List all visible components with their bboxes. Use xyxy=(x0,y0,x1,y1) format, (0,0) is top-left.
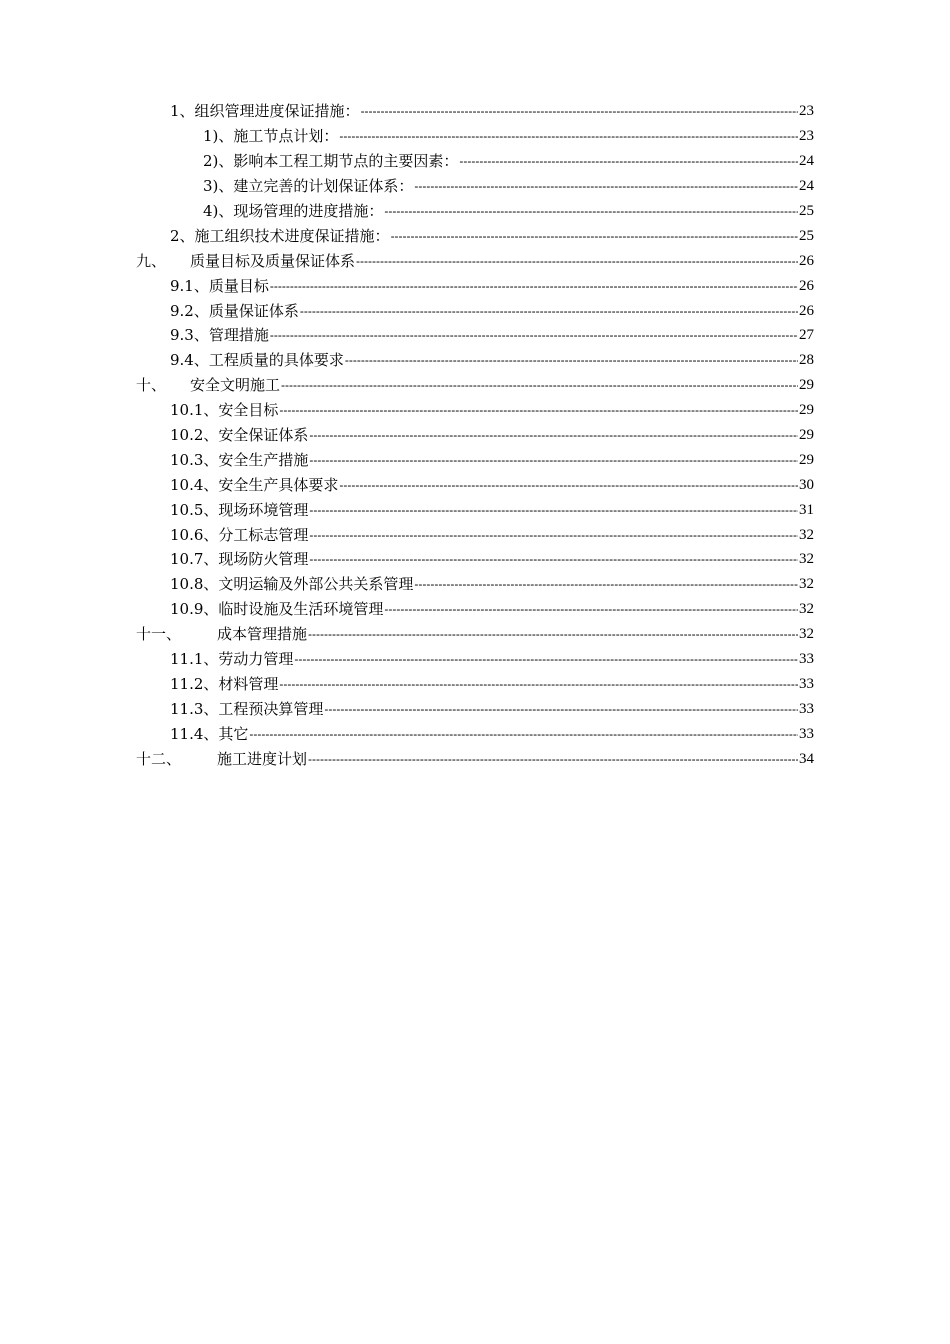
toc-entry-page-number: 26 xyxy=(799,302,814,319)
toc-entry-number: 十、 xyxy=(136,376,167,395)
toc-entry-title: 安全生产具体要求 xyxy=(218,475,339,494)
toc-entry-number: 9.2、 xyxy=(170,301,209,320)
toc-dot-leader xyxy=(300,302,798,320)
toc-entry-number: 9.1、 xyxy=(170,276,209,295)
toc-entry-title: 施工节点计划： xyxy=(233,127,339,146)
toc-dot-leader xyxy=(270,326,798,344)
toc-entry-page-number: 26 xyxy=(799,277,814,294)
toc-dot-leader xyxy=(309,451,798,469)
toc-entry[interactable] xyxy=(0,671,950,696)
toc-entry-page-number: 24 xyxy=(799,178,814,195)
toc-entry[interactable] xyxy=(0,522,950,547)
toc-entry-page-number: 27 xyxy=(799,327,814,344)
toc-entry-page-number: 31 xyxy=(799,501,814,518)
toc-dot-leader xyxy=(459,152,798,170)
toc-entry-title: 文明运输及外部公共关系管理 xyxy=(218,575,414,594)
toc-entry-line xyxy=(170,575,814,593)
toc-entry-page-number: 29 xyxy=(799,427,814,444)
toc-entry-number: 1、 xyxy=(170,102,195,121)
toc-entry-line xyxy=(170,501,814,519)
toc-entry-title: 管理措施 xyxy=(208,326,269,345)
toc-entry-number: 11.4、 xyxy=(170,724,219,743)
toc-entry-number: 10.5、 xyxy=(170,500,219,519)
toc-entry[interactable] xyxy=(0,572,950,597)
toc-entry-title: 成本管理措施 xyxy=(217,625,308,644)
toc-entry-number: 十二、 xyxy=(136,749,182,768)
toc-entry-title: 安全文明施工 xyxy=(190,376,281,395)
toc-entry-number: 10.4、 xyxy=(170,475,219,494)
toc-entry-number: 10.3、 xyxy=(170,450,219,469)
toc-entry[interactable] xyxy=(0,746,950,771)
toc-dot-leader xyxy=(414,575,798,593)
toc-entry[interactable] xyxy=(0,547,950,572)
toc-entry[interactable] xyxy=(0,398,950,423)
toc-dot-leader xyxy=(339,476,798,494)
toc-entry-title: 建立完善的计划保证体系： xyxy=(233,177,414,196)
toc-dot-leader xyxy=(309,501,798,519)
toc-entry-title: 分工标志管理 xyxy=(218,525,309,544)
toc-entry-page-number: 23 xyxy=(799,128,814,145)
toc-entry-page-number: 29 xyxy=(799,377,814,394)
toc-entry-line xyxy=(136,750,814,768)
toc-entry-number: 4)、 xyxy=(203,202,234,220)
toc-entry-title: 临时设施及生活环境管理 xyxy=(218,600,384,619)
toc-entry-line xyxy=(170,277,814,295)
toc-entry-title: 质量目标及质量保证体系 xyxy=(190,251,356,270)
table-of-contents xyxy=(0,99,950,771)
toc-entry-page-number: 28 xyxy=(799,352,814,369)
toc-dot-leader xyxy=(308,750,798,768)
toc-entry-line xyxy=(170,426,814,444)
toc-entry-page-number: 33 xyxy=(799,700,814,717)
toc-entry-title: 施工组织技术进度保证措施： xyxy=(194,226,390,245)
toc-entry-number: 2、 xyxy=(170,226,195,245)
toc-entry[interactable] xyxy=(0,124,950,149)
toc-entry-page-number: 29 xyxy=(799,451,814,468)
toc-entry-number: 10.7、 xyxy=(170,550,219,569)
toc-entry[interactable] xyxy=(0,696,950,721)
toc-entry-number: 9.4、 xyxy=(170,351,209,370)
toc-entry-line xyxy=(170,227,814,245)
toc-entry-page-number: 24 xyxy=(799,153,814,170)
toc-entry[interactable] xyxy=(0,447,950,472)
toc-dot-leader xyxy=(294,650,798,668)
toc-entry-line xyxy=(170,526,814,544)
toc-entry[interactable] xyxy=(0,472,950,497)
toc-dot-leader xyxy=(391,227,798,245)
toc-dot-leader xyxy=(270,277,798,295)
toc-dot-leader xyxy=(361,102,798,120)
toc-dot-leader xyxy=(309,550,798,568)
toc-entry-page-number: 32 xyxy=(799,626,814,643)
toc-entry-number: 十一、 xyxy=(136,625,182,644)
toc-entry-title: 组织管理进度保证措施： xyxy=(194,102,360,121)
toc-dot-leader xyxy=(345,351,798,369)
toc-entry-page-number: 23 xyxy=(799,103,814,120)
toc-entry-title: 材料管理 xyxy=(218,674,279,693)
toc-entry[interactable] xyxy=(0,323,950,348)
toc-entry[interactable] xyxy=(0,298,950,323)
toc-entry-number: 11.1、 xyxy=(170,650,219,669)
toc-entry-page-number: 25 xyxy=(799,203,814,219)
toc-entry-title: 质量保证体系 xyxy=(208,301,299,320)
toc-dot-leader xyxy=(308,625,798,643)
toc-entry[interactable] xyxy=(0,149,950,174)
toc-dot-leader xyxy=(249,725,798,743)
toc-entry[interactable] xyxy=(0,423,950,448)
toc-entry[interactable] xyxy=(0,497,950,522)
toc-dot-leader xyxy=(309,526,798,544)
toc-entry-title: 工程质量的具体要求 xyxy=(208,351,344,370)
toc-entry-title: 影响本工程工期节点的主要因素： xyxy=(233,152,459,171)
toc-dot-leader xyxy=(339,127,798,145)
toc-entry-number: 九、 xyxy=(136,251,167,270)
toc-entry-page-number: 32 xyxy=(799,526,814,543)
toc-entry-number: 3)、 xyxy=(203,177,234,196)
toc-entry-line xyxy=(203,177,814,195)
toc-entry-page-number: 32 xyxy=(799,551,814,568)
toc-dot-leader xyxy=(384,202,798,220)
toc-entry-title: 施工进度计划 xyxy=(217,749,308,768)
toc-dot-leader xyxy=(281,376,798,394)
toc-entry-line xyxy=(170,650,814,668)
toc-entry-line xyxy=(170,302,814,320)
toc-entry-title: 工程预决算管理 xyxy=(218,699,324,718)
toc-entry-line xyxy=(170,401,814,419)
toc-entry-page-number: 33 xyxy=(799,675,814,692)
toc-entry-title: 劳动力管理 xyxy=(218,650,294,669)
toc-entry[interactable] xyxy=(0,273,950,298)
toc-entry[interactable] xyxy=(0,248,950,273)
toc-entry-title: 现场管理的进度措施： xyxy=(233,202,384,220)
toc-entry-line xyxy=(170,725,814,743)
toc-entry-line xyxy=(170,476,814,494)
toc-entry-title: 其它 xyxy=(218,724,249,743)
toc-entry-title: 现场环境管理 xyxy=(218,500,309,519)
toc-entry-page-number: 30 xyxy=(799,476,814,493)
toc-entry-number: 9.3、 xyxy=(170,326,209,345)
toc-entry-number: 1)、 xyxy=(203,127,234,146)
toc-entry-page-number: 33 xyxy=(799,725,814,742)
toc-entry-number: 10.8、 xyxy=(170,575,219,594)
toc-dot-leader xyxy=(309,426,798,444)
toc-entry-page-number: 32 xyxy=(799,576,814,593)
toc-entry[interactable] xyxy=(0,174,950,199)
toc-entry[interactable] xyxy=(0,373,950,398)
toc-entry-number: 2)、 xyxy=(203,152,234,171)
toc-entry-line xyxy=(170,700,814,718)
toc-dot-leader xyxy=(356,252,798,270)
toc-entry-title: 安全保证体系 xyxy=(218,426,309,445)
toc-dot-leader xyxy=(279,675,798,693)
toc-entry-number: 10.6、 xyxy=(170,525,219,544)
toc-entry-number: 11.3、 xyxy=(170,699,219,718)
toc-entry-page-number: 25 xyxy=(799,227,814,244)
toc-entry-title: 质量目标 xyxy=(208,276,269,295)
toc-entry-page-number: 33 xyxy=(799,651,814,668)
toc-entry[interactable] xyxy=(0,348,950,373)
toc-entry[interactable] xyxy=(0,597,950,622)
toc-dot-leader xyxy=(324,700,798,718)
toc-entry-line xyxy=(203,152,814,170)
toc-entry[interactable] xyxy=(0,199,950,224)
toc-entry-number: 11.2、 xyxy=(170,674,219,693)
toc-entry-number: 10.9、 xyxy=(170,600,219,619)
toc-entry-title: 安全生产措施 xyxy=(218,450,309,469)
toc-entry[interactable] xyxy=(0,647,950,672)
toc-entry-page-number: 29 xyxy=(799,402,814,419)
toc-entry-line xyxy=(136,252,814,270)
toc-dot-leader xyxy=(414,177,798,195)
toc-entry-title: 现场防火管理 xyxy=(218,550,309,569)
toc-entry-page-number: 26 xyxy=(799,252,814,269)
toc-entry[interactable] xyxy=(0,99,950,124)
toc-entry-line xyxy=(170,351,814,369)
toc-entry-page-number: 32 xyxy=(799,601,814,618)
toc-dot-leader xyxy=(384,600,798,618)
toc-entry[interactable] xyxy=(0,721,950,746)
toc-entry[interactable] xyxy=(0,622,950,647)
toc-entry-line xyxy=(203,202,814,220)
toc-entry-line xyxy=(136,625,814,643)
toc-entry-line xyxy=(136,376,814,394)
toc-entry-line xyxy=(170,600,814,618)
toc-dot-leader xyxy=(279,401,798,419)
toc-entry-page-number: 34 xyxy=(799,750,814,767)
toc-entry-line xyxy=(170,102,814,120)
toc-entry-line xyxy=(170,326,814,344)
toc-entry-title: 安全目标 xyxy=(218,401,279,420)
toc-entry-line xyxy=(170,451,814,469)
toc-entry-line xyxy=(170,675,814,693)
toc-entry-line xyxy=(203,127,814,145)
toc-entry-number: 10.2、 xyxy=(170,426,219,445)
toc-entry-line xyxy=(170,550,814,568)
toc-entry-number: 10.1、 xyxy=(170,401,219,420)
toc-entry[interactable] xyxy=(0,223,950,248)
